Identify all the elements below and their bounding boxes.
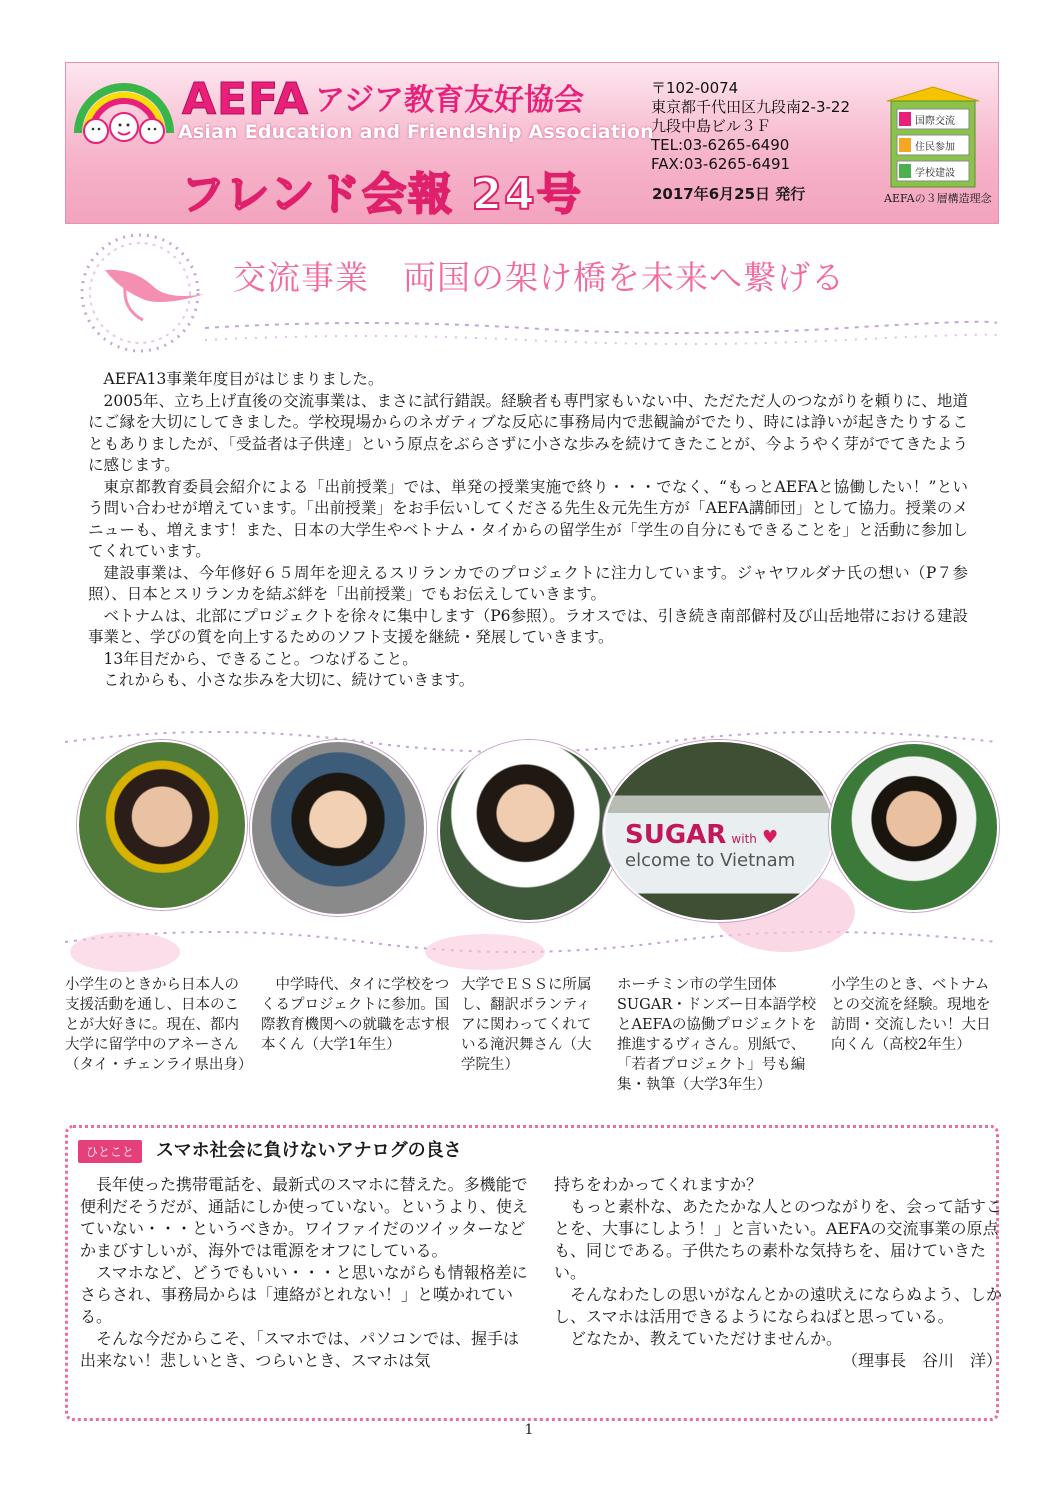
masthead (65, 62, 999, 224)
intro-paragraph: 建設事業は、今年修好６５周年を迎えるスリランカでのプロジェクトに注力しています。ジャヤワルダナ氏の想い（P７参照）、日本とスリランカを結ぶ絆を「出前授業」でもお伝えしていきます。 (88, 563, 968, 603)
sign-welcome: elcome to Vietnam (625, 850, 796, 871)
column-right (554, 1174, 1002, 1372)
aefa-logo-icon (72, 73, 177, 153)
issue-date: 2017年6月25日 発行 (652, 185, 806, 203)
phone-line: TEL:03-6265-6490 (651, 136, 790, 154)
address-line: 〒102-0074 (651, 79, 739, 97)
intro-paragraph: 13年目だから、できること。つなげること。 (103, 649, 418, 668)
page-number: 1 (524, 1422, 534, 1438)
column-paragraph: そんな今だからこそ、「スマホでは、パソコンでは、握手は出来ない！悲しいとき、つらいとき、スマホは気 (80, 1329, 520, 1370)
column-paragraph: どなたか、教えていただけませんか。 (570, 1329, 843, 1348)
sign-with: with (731, 832, 757, 846)
brand-name (182, 74, 584, 125)
column-paragraph: そんなわたしの思いがなんとかの遠吠えにならぬよう、しかし、スマホは活用できるようにならねばと思っている。 (554, 1285, 1003, 1326)
photo-caption: ホーチミン市の学生団体SUGAR・ドンズー日本語学校とAEFAの協働プロジェクトを推進するヴィさん。別紙で、「若者プロジェクト」号も編集・執筆（大学3年生） (617, 977, 817, 1093)
intro-article (88, 369, 968, 692)
sign-sugar: SUGAR (625, 820, 727, 850)
column-signature: （理事長 谷川 洋） (841, 1351, 1002, 1370)
column-title: スマホ社会に負けないアナログの良さ (156, 1140, 462, 1161)
hitokoto-column (65, 1125, 1003, 1421)
column-paragraph: スマホなど、どうでもいい・・・と思いながらも情報格差にさらされ、事務局からは「連絡がとれない！」と嘆かれている。 (80, 1263, 528, 1326)
headline: 交流事業 両国の架け橋を未来へ繋げる (233, 258, 845, 297)
intro-paragraph: 2005年、立ち上げ直後の交流事業は、まさに試行錯誤。経験者も専門家もいない中、ただただ人のつながりを頼りに、地道にご縁を大切にしてきました。学校現場からのネガティブな反応に事務局内で悲観論がでたり、時には諍いが起きたりすることもありましたが、「受益者は子供達」という原点をぶらさずに小さな歩みを続けてきたことが、今ようやく芽がでてきたように感じます。 (88, 391, 968, 474)
photo-caption: 中学時代、タイに学校をつくるプロジェクトに参加。国際教育機関への就職を志す根本くん（大学1年生） (261, 977, 450, 1053)
portrait-photo (77, 740, 247, 910)
address-line: 九段中島ビル３Ｆ (651, 117, 772, 135)
intro-paragraph: ベトナムは、北部にプロジェクトを徐々に集中します（P6参照）。ラオスでは、引き続き南部僻村及び山岳地帯における建設事業と、学びの質を向上するためのソフト支援を継続・発展していきます。 (88, 606, 968, 646)
concept-caption: AEFAの３層構造理念 (884, 192, 992, 205)
intro-paragraph: これからも、小さな歩みを大切に、続けていきます。 (103, 671, 475, 689)
portrait-photo (438, 740, 620, 922)
newsletter-title: フレンド会報 24号 (181, 169, 583, 220)
intro-paragraph: 東京都教育委員会紹介による「出前授業」では、単発の授業実施で終り・・・でなく、“もっとAEFAと協働したい！”という問い合わせが増えています。「出前授業」をお手伝いしてくださる先生＆元先生方が「AEFA講師団」として協力。授業のメニューも、増えます！また、日本の大学生やベトナム・タイからの留学生が「学生の自分にもできることを」と活動に参加してくれています。 (88, 477, 968, 560)
intro-paragraph: AEFA13事業年度目がはじまりました。 (103, 370, 384, 388)
concept-item: 住民参加 (915, 142, 955, 153)
three-layer-concept-icon (879, 85, 987, 197)
photo-caption: 小学生のとき、ベトナムとの交流を経験。現地を訪問・交流したい！大日向くん（高校2年生） (831, 977, 991, 1053)
concept-item: 国際交流 (915, 116, 955, 127)
brand-english-name: Asian Education and Friendship Association (178, 121, 654, 143)
fax-line: FAX:03-6265-6491 (651, 155, 791, 173)
photo-caption: 大学でＥＳＳに所属し、翻訳ボランティアに関わってくれている滝沢舞さん（大学院生） (461, 977, 592, 1073)
column-tag: ひとこと (78, 1140, 142, 1163)
column-left (80, 1174, 528, 1372)
welcome-sign (625, 820, 825, 880)
column-paragraph: 持ちをわかってくれますか？ (554, 1175, 763, 1194)
column-paragraph: 長年使った携帯電話を、最新式のスマホに替えた。多機能で便利だそうだが、通話にしか使っていない。というより、使えていない・・・というべきか。ワイファイだのツイッターなどかまびすしいが、海外では電源をオフにしている。 (80, 1175, 529, 1260)
photo-caption: 小学生のときから日本人の支援活動を通し、日本のことが大好きに。現在、都内大学に留学中のアネーさん（タイ・チェンライ県出身） (65, 977, 253, 1073)
portrait-photo (250, 740, 426, 916)
column-paragraph: もっと素朴な、あたたかな人とのつながりを、会って話すことを、大事にしよう！」と言いたい。AEFAの交流事業の原点も、同じである。子供たちの素朴な気持ちを、届けていきたい。 (554, 1197, 1003, 1282)
portrait-photo (829, 742, 999, 912)
brand-japanese: アジア教育友好協会 (315, 83, 584, 118)
brand-acronym: AEFA (182, 74, 310, 125)
contact-address (651, 79, 850, 174)
group-photo-sugar-sign (603, 740, 835, 922)
heart-icon: ♥ (761, 827, 779, 848)
photo-strip (65, 712, 997, 972)
concept-item: 学校建設 (915, 168, 955, 179)
address-line: 東京都千代田区九段南2-3-22 (651, 98, 851, 116)
photo-captions (65, 975, 997, 1115)
